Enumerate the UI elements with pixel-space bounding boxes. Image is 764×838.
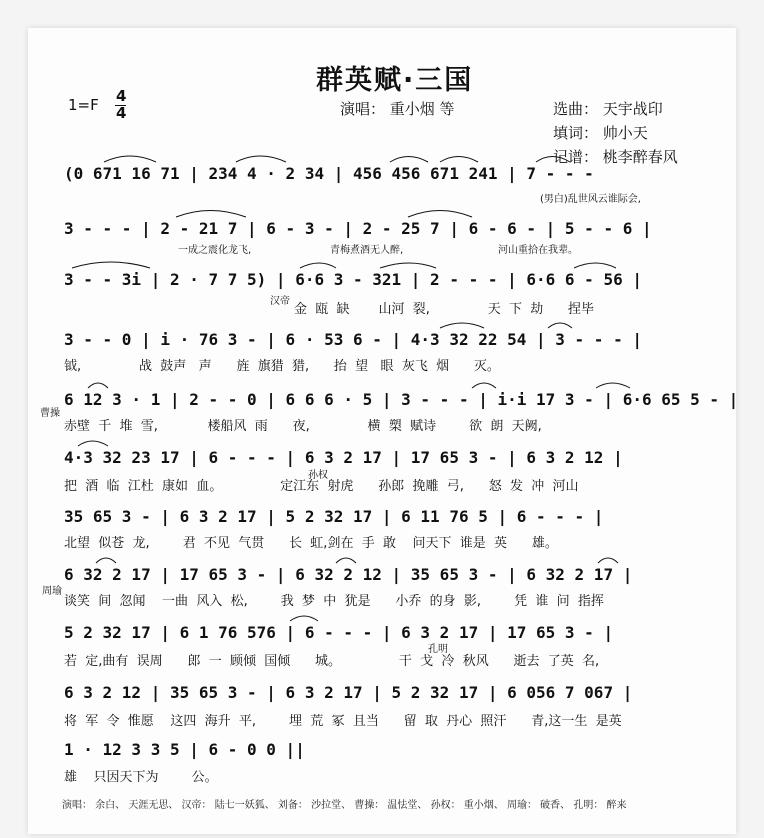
lyrics-line-2c: 河山重拾在我辈。 xyxy=(498,245,578,256)
lyrics-line-2b: 青梅煮酒无人醉, xyxy=(330,245,404,256)
slur-mark xyxy=(336,558,356,563)
slur-mark xyxy=(536,157,570,163)
slur-mark xyxy=(390,157,428,163)
role-label-kongming: 孔明 xyxy=(428,644,448,655)
slur-mark xyxy=(574,263,616,268)
notation-line-10: 6 3 2 12 | 35 65 3 - | 6 3 2 17 | 5 2 32 17 | 6 056 7 067 | xyxy=(64,683,633,702)
slur-mark xyxy=(408,211,472,218)
notation-line-8: 6 32 2 17 | 17 65 3 - | 6 32 2 12 | 35 65 3 - | 6 32 2 17 | xyxy=(64,565,633,584)
key-signature: 1=F xyxy=(68,96,99,114)
slur-mark xyxy=(236,156,286,162)
notation-line-11: 1 · 12 3 3 5 | 6 - 0 0 || xyxy=(64,740,305,759)
notation-line-5: 6 12 3 · 1 | 2 - - 0 | 6 6 6 · 5 | 3 - - - | i·i 17 3 - | 6·6 65 5 - | xyxy=(64,390,739,409)
notation-line-9: 5 2 32 17 | 6 1 76 576 | 6 - - - | 6 3 2 17 | 17 65 3 - | xyxy=(64,623,614,642)
slur-mark xyxy=(88,383,108,388)
slur-mark xyxy=(380,263,436,268)
role-label-caocao: 曹操 xyxy=(40,408,60,419)
notation-line-4: 3 - - 0 | i · 76 3 - | 6 · 53 6 - | 4·3 32 22 54 | 3 - - - | xyxy=(64,330,642,349)
lyrics-line-5: 赤壁 千 堆 雪, 楼船风 雨 夜, 横 槊 赋诗 欲 朗 天阙, xyxy=(64,419,542,434)
slur-mark xyxy=(78,441,108,446)
slur-mark xyxy=(598,558,618,563)
time-signature-numerator: 4 xyxy=(116,87,127,105)
singer-credit: 演唱： 重小烟 等 xyxy=(340,100,455,118)
lyrics-line-1: (男白)乱世风云谁际会, xyxy=(540,194,641,205)
lyrics-line-2a: 一成之震化龙飞, xyxy=(178,245,252,256)
role-label-sunquan: 孙权 xyxy=(308,470,328,481)
slur-mark xyxy=(596,383,630,388)
lyrics-line-10: 将 军 令 惟愿 这四 海升 平, 埋 荒 冢 且当 留 取 丹心 照汗 青,这一生 是英 xyxy=(64,714,622,729)
lyrics-line-6: 把 酒 临 江杜 康如 血。 定江东 射虎 孙郎 挽雕 弓, 怒 发 冲 河山 xyxy=(64,479,579,494)
lyrics-line-3: 金 瓯 缺 山河 裂, 天 下 劫 捏毕 xyxy=(294,302,595,317)
cast-credits: 演唱： 余白、 天涯无思、 汉帝： 陆七一妖狐、 刘备： 沙拉堂、 曹操： 温怯堂、 孙权： 重小烟、 周瑜： 破香、 孔明： 醉来 xyxy=(62,800,627,811)
notation-line-7: 35 65 3 - | 6 3 2 17 | 5 2 32 17 | 6 11 76 5 | 6 - - - | xyxy=(64,507,604,526)
music-source-credit: 选曲： 天宇战印 xyxy=(553,100,663,118)
role-label-handi: 汉帝 xyxy=(270,296,290,307)
notation-line-1: (0 671 16 71 | 234 4 · 2 34 | 456 456 671 241 | 7 - - - xyxy=(64,164,594,183)
lyricist-credit: 填词： 帅小天 xyxy=(553,124,648,142)
lyrics-line-8: 谈笑 间 忽闻 一曲 风入 松, 我 梦 中 犹是 小乔 的身 影, 凭 谁 问 指挥 xyxy=(64,594,604,609)
slur-mark xyxy=(548,323,572,328)
role-label-zhouyu: 周瑜 xyxy=(42,586,62,597)
transcriber-credit: 记谱： 桃李醉春风 xyxy=(553,148,678,166)
notation-line-2: 3 - - - | 2 - 21 7 | 6 - 3 - | 2 - 25 7 | 6 - 6 - | 5 - - 6 | xyxy=(64,219,652,238)
slur-mark xyxy=(176,211,246,218)
slur-mark xyxy=(300,263,336,268)
slur-mark xyxy=(290,616,318,621)
lyrics-line-4: 钺, 战 鼓声 声 旌 旗猎 猎, 抬 望 眼 灰飞 烟 灭。 xyxy=(64,359,500,374)
slur-mark xyxy=(440,323,484,328)
song-title: 群英赋·三国 xyxy=(316,65,474,96)
lyrics-line-7: 北望 似苍 龙, 君 不见 气贯 长 虹,剑在 手 敢 问天下 谁是 英 雄。 xyxy=(64,536,558,551)
slur-mark xyxy=(96,558,116,563)
slur-mark xyxy=(472,383,496,388)
notation-line-3: 3 - - 3i | 2 · 7 7 5) | 6·6 3 - 321 | 2 - - - | 6·6 6 - 56 | xyxy=(64,270,642,289)
lyrics-line-11: 雄 只因天下为 公。 xyxy=(64,770,218,785)
slur-mark xyxy=(72,262,150,268)
notation-line-6: 4·3 32 23 17 | 6 - - - | 6 3 2 17 | 17 65 3 - | 6 3 2 12 | xyxy=(64,448,623,467)
slur-mark xyxy=(104,156,156,162)
time-signature-denominator: 4 xyxy=(116,104,127,122)
lyrics-line-9: 若 定,曲有 误周 郎 一 顾倾 国倾 城。 干 戈 冷 秋风 逝去 了英 名, xyxy=(64,654,600,669)
slur-mark xyxy=(440,157,478,163)
